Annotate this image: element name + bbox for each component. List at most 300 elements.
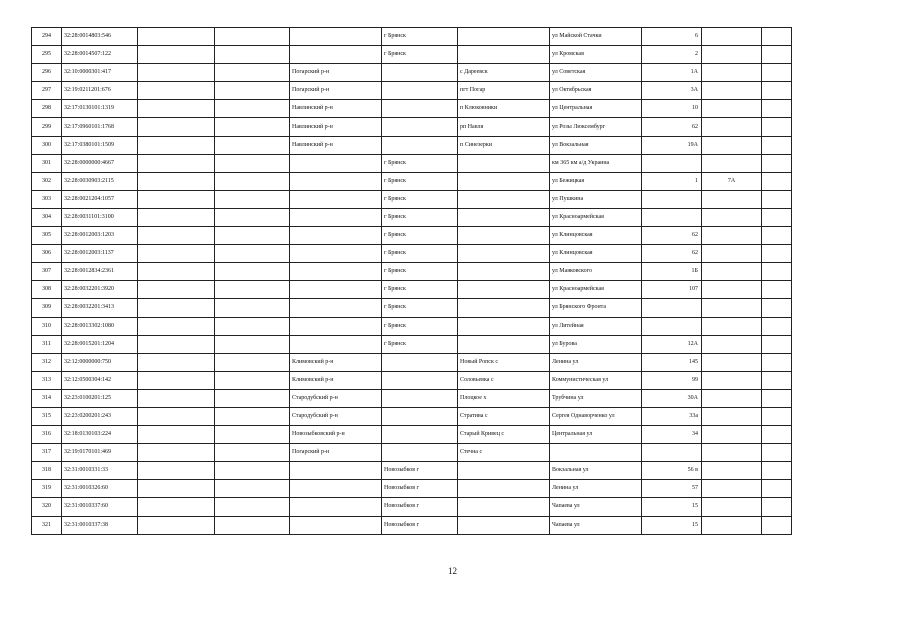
city-cell bbox=[382, 136, 458, 154]
row-number-cell: 316 bbox=[32, 426, 62, 444]
street-cell: Трубчина ул bbox=[550, 389, 642, 407]
house-number-cell: 6 bbox=[642, 28, 702, 46]
cadastral-number-cell: 32:17:0130101:1319 bbox=[62, 100, 138, 118]
street-cell: ул Клинцовская bbox=[550, 245, 642, 263]
cadastral-number-cell: 32:28:0012834:2361 bbox=[62, 263, 138, 281]
city-cell: г Брянск bbox=[382, 190, 458, 208]
city-cell bbox=[382, 371, 458, 389]
empty-cell bbox=[138, 426, 215, 444]
cadastral-number-cell: 32:31:0010331:33 bbox=[62, 462, 138, 480]
city-cell: г Брянск bbox=[382, 317, 458, 335]
empty-cell bbox=[215, 28, 290, 46]
cadastral-number-cell: 32:28:0012003:1203 bbox=[62, 227, 138, 245]
district-cell: Стародубский р-н bbox=[290, 407, 382, 425]
row-number-cell: 312 bbox=[32, 353, 62, 371]
row-number-cell: 308 bbox=[32, 281, 62, 299]
empty-cell bbox=[215, 462, 290, 480]
table-row bbox=[32, 426, 792, 444]
table-row bbox=[32, 46, 792, 64]
cadastral-number-cell: 32:31:0010326:60 bbox=[62, 480, 138, 498]
row-number-cell: 305 bbox=[32, 227, 62, 245]
empty-cell bbox=[138, 28, 215, 46]
city-cell: г Брянск bbox=[382, 208, 458, 226]
table-row bbox=[32, 462, 792, 480]
settlement-cell: Стратива с bbox=[458, 407, 550, 425]
city-cell: Новозыбков г bbox=[382, 480, 458, 498]
empty-cell bbox=[215, 389, 290, 407]
row-number-cell: 295 bbox=[32, 46, 62, 64]
street-cell: Чапаева ул bbox=[550, 498, 642, 516]
district-cell bbox=[290, 317, 382, 335]
cadastral-number-cell: 32:28:0000000:4667 bbox=[62, 154, 138, 172]
district-cell: Погарский р-н bbox=[290, 64, 382, 82]
house-number-cell bbox=[642, 154, 702, 172]
table-row bbox=[32, 28, 792, 46]
register-body bbox=[32, 28, 792, 535]
house-number-cell: 107 bbox=[642, 281, 702, 299]
city-cell bbox=[382, 64, 458, 82]
building-cell bbox=[702, 46, 762, 64]
building-cell bbox=[702, 407, 762, 425]
row-number-cell: 309 bbox=[32, 299, 62, 317]
district-cell: Навлинский р-н bbox=[290, 118, 382, 136]
empty-cell bbox=[215, 172, 290, 190]
empty-cell bbox=[215, 407, 290, 425]
house-number-cell bbox=[642, 190, 702, 208]
city-cell bbox=[382, 444, 458, 462]
empty-cell bbox=[138, 498, 215, 516]
settlement-cell bbox=[458, 245, 550, 263]
street-cell: ул Центральная bbox=[550, 100, 642, 118]
empty-cell bbox=[215, 208, 290, 226]
city-cell bbox=[382, 82, 458, 100]
empty-cell bbox=[215, 263, 290, 281]
district-cell: Погарский р-н bbox=[290, 82, 382, 100]
empty-cell bbox=[215, 190, 290, 208]
house-number-cell: 3А bbox=[642, 82, 702, 100]
row-number-cell: 320 bbox=[32, 498, 62, 516]
empty-cell bbox=[215, 245, 290, 263]
cadastral-number-cell: 32:28:0021204:1057 bbox=[62, 190, 138, 208]
cadastral-number-cell: 32:17:0380101:1509 bbox=[62, 136, 138, 154]
row-number-cell: 317 bbox=[32, 444, 62, 462]
cadastral-number-cell: 32:10:0000301:417 bbox=[62, 64, 138, 82]
empty-cell bbox=[138, 263, 215, 281]
settlement-cell: пгт Погар bbox=[458, 82, 550, 100]
row-number-cell: 314 bbox=[32, 389, 62, 407]
empty-cell bbox=[762, 353, 792, 371]
empty-cell bbox=[138, 136, 215, 154]
city-cell bbox=[382, 118, 458, 136]
empty-cell bbox=[138, 46, 215, 64]
empty-cell bbox=[762, 335, 792, 353]
district-cell bbox=[290, 462, 382, 480]
building-cell bbox=[702, 208, 762, 226]
empty-cell bbox=[138, 335, 215, 353]
empty-cell bbox=[762, 480, 792, 498]
empty-cell bbox=[215, 100, 290, 118]
empty-cell bbox=[215, 46, 290, 64]
table-row bbox=[32, 245, 792, 263]
empty-cell bbox=[215, 444, 290, 462]
district-cell bbox=[290, 154, 382, 172]
cadastral-number-cell: 32:19:0211201:676 bbox=[62, 82, 138, 100]
district-cell bbox=[290, 190, 382, 208]
empty-cell bbox=[215, 82, 290, 100]
row-number-cell: 301 bbox=[32, 154, 62, 172]
building-cell bbox=[702, 498, 762, 516]
empty-cell bbox=[215, 371, 290, 389]
street-cell: ул Бурова bbox=[550, 335, 642, 353]
table-row bbox=[32, 172, 792, 190]
building-cell bbox=[702, 263, 762, 281]
house-number-cell: 56 в bbox=[642, 462, 702, 480]
empty-cell bbox=[215, 154, 290, 172]
house-number-cell: 15 bbox=[642, 498, 702, 516]
empty-cell bbox=[138, 516, 215, 534]
settlement-cell bbox=[458, 172, 550, 190]
settlement-cell bbox=[458, 462, 550, 480]
house-number-cell: 62 bbox=[642, 227, 702, 245]
district-cell: Стародубский р-н bbox=[290, 389, 382, 407]
street-cell: ул Маяковского bbox=[550, 263, 642, 281]
empty-cell bbox=[762, 317, 792, 335]
city-cell: г Брянск bbox=[382, 299, 458, 317]
cadastral-number-cell: 32:28:0015201:1204 bbox=[62, 335, 138, 353]
empty-cell bbox=[138, 480, 215, 498]
street-cell: ул Клинцовская bbox=[550, 227, 642, 245]
empty-cell bbox=[762, 82, 792, 100]
building-cell bbox=[702, 100, 762, 118]
district-cell: Новозыбковский р-н bbox=[290, 426, 382, 444]
street-cell: ул Литейная bbox=[550, 317, 642, 335]
table-row bbox=[32, 444, 792, 462]
empty-cell bbox=[762, 516, 792, 534]
house-number-cell: 62 bbox=[642, 245, 702, 263]
settlement-cell bbox=[458, 498, 550, 516]
house-number-cell: 99 bbox=[642, 371, 702, 389]
empty-cell bbox=[215, 227, 290, 245]
empty-cell bbox=[138, 462, 215, 480]
cadastral-number-cell: 32:28:0032201:3920 bbox=[62, 281, 138, 299]
city-cell: г Брянск bbox=[382, 172, 458, 190]
empty-cell bbox=[762, 389, 792, 407]
settlement-cell: Плоцкое х bbox=[458, 389, 550, 407]
street-cell: ул Кромская bbox=[550, 46, 642, 64]
empty-cell bbox=[138, 154, 215, 172]
street-cell: ул Розы Люксембург bbox=[550, 118, 642, 136]
city-cell: Новозыбков г bbox=[382, 516, 458, 534]
district-cell: Навлинский р-н bbox=[290, 136, 382, 154]
empty-cell bbox=[762, 263, 792, 281]
empty-cell bbox=[762, 172, 792, 190]
settlement-cell: Новый Ропск с bbox=[458, 353, 550, 371]
table-row bbox=[32, 82, 792, 100]
settlement-cell: с Дареевск bbox=[458, 64, 550, 82]
empty-cell bbox=[762, 444, 792, 462]
district-cell bbox=[290, 245, 382, 263]
empty-cell bbox=[138, 118, 215, 136]
cadastral-number-cell: 32:28:0014507:122 bbox=[62, 46, 138, 64]
city-cell: г Брянск bbox=[382, 227, 458, 245]
table-row bbox=[32, 100, 792, 118]
settlement-cell bbox=[458, 335, 550, 353]
empty-cell bbox=[138, 208, 215, 226]
district-cell bbox=[290, 299, 382, 317]
empty-cell bbox=[762, 154, 792, 172]
building-cell bbox=[702, 64, 762, 82]
empty-cell bbox=[762, 299, 792, 317]
city-cell: г Брянск bbox=[382, 263, 458, 281]
row-number-cell: 297 bbox=[32, 82, 62, 100]
cadastral-number-cell: 32:28:0013302:1080 bbox=[62, 317, 138, 335]
table-row bbox=[32, 64, 792, 82]
city-cell: Новозыбков г bbox=[382, 498, 458, 516]
house-number-cell: 19А bbox=[642, 136, 702, 154]
property-register-table bbox=[31, 27, 792, 535]
table-row bbox=[32, 136, 792, 154]
cadastral-number-cell: 32:18:0130103:224 bbox=[62, 426, 138, 444]
building-cell bbox=[702, 118, 762, 136]
empty-cell bbox=[215, 426, 290, 444]
district-cell bbox=[290, 335, 382, 353]
district-cell bbox=[290, 172, 382, 190]
building-cell bbox=[702, 389, 762, 407]
city-cell: Новозыбков г bbox=[382, 462, 458, 480]
cadastral-number-cell: 32:17:0960101:1768 bbox=[62, 118, 138, 136]
city-cell bbox=[382, 389, 458, 407]
empty-cell bbox=[138, 299, 215, 317]
table-row bbox=[32, 498, 792, 516]
building-cell bbox=[702, 281, 762, 299]
settlement-cell bbox=[458, 28, 550, 46]
city-cell bbox=[382, 407, 458, 425]
building-cell bbox=[702, 444, 762, 462]
district-cell: Навлинский р-н bbox=[290, 100, 382, 118]
street-cell: Ленина ул bbox=[550, 353, 642, 371]
table-row bbox=[32, 371, 792, 389]
district-cell bbox=[290, 281, 382, 299]
empty-cell bbox=[215, 118, 290, 136]
empty-cell bbox=[215, 335, 290, 353]
house-number-cell bbox=[642, 299, 702, 317]
row-number-cell: 300 bbox=[32, 136, 62, 154]
settlement-cell bbox=[458, 516, 550, 534]
settlement-cell: Соловьевка с bbox=[458, 371, 550, 389]
empty-cell bbox=[138, 281, 215, 299]
empty-cell bbox=[138, 227, 215, 245]
building-cell bbox=[702, 353, 762, 371]
city-cell: г Брянск bbox=[382, 335, 458, 353]
empty-cell bbox=[762, 136, 792, 154]
table-row bbox=[32, 263, 792, 281]
city-cell bbox=[382, 100, 458, 118]
empty-cell bbox=[762, 426, 792, 444]
cadastral-number-cell: 32:31:0010337:60 bbox=[62, 498, 138, 516]
building-cell bbox=[702, 335, 762, 353]
row-number-cell: 321 bbox=[32, 516, 62, 534]
table-row bbox=[32, 208, 792, 226]
street-cell: ул Октябрьская bbox=[550, 82, 642, 100]
row-number-cell: 318 bbox=[32, 462, 62, 480]
building-cell: 7А bbox=[702, 172, 762, 190]
empty-cell bbox=[762, 371, 792, 389]
row-number-cell: 311 bbox=[32, 335, 62, 353]
empty-cell bbox=[762, 100, 792, 118]
district-cell bbox=[290, 498, 382, 516]
city-cell: г Брянск bbox=[382, 28, 458, 46]
district-cell bbox=[290, 46, 382, 64]
empty-cell bbox=[138, 100, 215, 118]
row-number-cell: 306 bbox=[32, 245, 62, 263]
district-cell bbox=[290, 480, 382, 498]
building-cell bbox=[702, 154, 762, 172]
building-cell bbox=[702, 462, 762, 480]
settlement-cell bbox=[458, 263, 550, 281]
empty-cell bbox=[762, 118, 792, 136]
empty-cell bbox=[762, 462, 792, 480]
row-number-cell: 296 bbox=[32, 64, 62, 82]
city-cell: г Брянск bbox=[382, 281, 458, 299]
building-cell bbox=[702, 136, 762, 154]
cadastral-number-cell: 32:28:0031101:3100 bbox=[62, 208, 138, 226]
settlement-cell bbox=[458, 190, 550, 208]
house-number-cell: 34 bbox=[642, 426, 702, 444]
house-number-cell: 10 bbox=[642, 100, 702, 118]
empty-cell bbox=[138, 64, 215, 82]
row-number-cell: 303 bbox=[32, 190, 62, 208]
empty-cell bbox=[138, 190, 215, 208]
cadastral-number-cell: 32:23:0100201:125 bbox=[62, 389, 138, 407]
building-cell bbox=[702, 28, 762, 46]
empty-cell bbox=[762, 407, 792, 425]
building-cell bbox=[702, 245, 762, 263]
street-cell: Чапаева ул bbox=[550, 516, 642, 534]
cadastral-number-cell: 32:31:0010337:38 bbox=[62, 516, 138, 534]
table-row bbox=[32, 190, 792, 208]
row-number-cell: 304 bbox=[32, 208, 62, 226]
building-cell bbox=[702, 426, 762, 444]
cadastral-number-cell: 32:28:0032201:3413 bbox=[62, 299, 138, 317]
empty-cell bbox=[762, 227, 792, 245]
cadastral-number-cell: 32:28:0014803:546 bbox=[62, 28, 138, 46]
empty-cell bbox=[138, 245, 215, 263]
empty-cell bbox=[215, 353, 290, 371]
building-cell bbox=[702, 190, 762, 208]
cadastral-number-cell: 32:12:0500304:142 bbox=[62, 371, 138, 389]
house-number-cell bbox=[642, 317, 702, 335]
cadastral-number-cell: 32:23:0200201:243 bbox=[62, 407, 138, 425]
empty-cell bbox=[762, 190, 792, 208]
empty-cell bbox=[215, 64, 290, 82]
street-cell: км 365 км а/д Украина bbox=[550, 154, 642, 172]
table-row bbox=[32, 118, 792, 136]
empty-cell bbox=[215, 281, 290, 299]
district-cell bbox=[290, 28, 382, 46]
row-number-cell: 310 bbox=[32, 317, 62, 335]
building-cell bbox=[702, 82, 762, 100]
house-number-cell: 30А bbox=[642, 389, 702, 407]
empty-cell bbox=[762, 245, 792, 263]
house-number-cell: 145 bbox=[642, 353, 702, 371]
building-cell bbox=[702, 516, 762, 534]
street-cell: ул Красноармейская bbox=[550, 281, 642, 299]
district-cell bbox=[290, 208, 382, 226]
page-number: 12 bbox=[448, 566, 457, 576]
district-cell: Климовский р-н bbox=[290, 371, 382, 389]
settlement-cell bbox=[458, 281, 550, 299]
empty-cell bbox=[138, 407, 215, 425]
building-cell bbox=[702, 299, 762, 317]
house-number-cell bbox=[642, 444, 702, 462]
row-number-cell: 319 bbox=[32, 480, 62, 498]
cadastral-number-cell: 32:19:0170101:469 bbox=[62, 444, 138, 462]
empty-cell bbox=[138, 353, 215, 371]
settlement-cell bbox=[458, 208, 550, 226]
row-number-cell: 302 bbox=[32, 172, 62, 190]
settlement-cell: п Синезерки bbox=[458, 136, 550, 154]
empty-cell bbox=[762, 281, 792, 299]
street-cell: ул Советская bbox=[550, 64, 642, 82]
street-cell: Центральная ул bbox=[550, 426, 642, 444]
table-row bbox=[32, 407, 792, 425]
settlement-cell bbox=[458, 227, 550, 245]
table-row bbox=[32, 480, 792, 498]
cadastral-number-cell: 32:28:0030903:2115 bbox=[62, 172, 138, 190]
table-row bbox=[32, 353, 792, 371]
street-cell: Сергея Однаворченко ул bbox=[550, 407, 642, 425]
street-cell: ул Майской Стачки bbox=[550, 28, 642, 46]
register-sheet bbox=[31, 27, 791, 535]
district-cell bbox=[290, 227, 382, 245]
city-cell bbox=[382, 426, 458, 444]
street-cell: Ленина ул bbox=[550, 480, 642, 498]
empty-cell bbox=[762, 46, 792, 64]
settlement-cell: рп Навля bbox=[458, 118, 550, 136]
house-number-cell: 12А bbox=[642, 335, 702, 353]
row-number-cell: 299 bbox=[32, 118, 62, 136]
settlement-cell bbox=[458, 480, 550, 498]
house-number-cell: 1 bbox=[642, 172, 702, 190]
house-number-cell bbox=[642, 208, 702, 226]
city-cell: г Брянск bbox=[382, 154, 458, 172]
street-cell: ул Пушкина bbox=[550, 190, 642, 208]
empty-cell bbox=[215, 317, 290, 335]
district-cell: Климовский р-н bbox=[290, 353, 382, 371]
table-row bbox=[32, 227, 792, 245]
settlement-cell: п Клюковники bbox=[458, 100, 550, 118]
row-number-cell: 294 bbox=[32, 28, 62, 46]
cadastral-number-cell: 32:28:0012003:1137 bbox=[62, 245, 138, 263]
house-number-cell: 62 bbox=[642, 118, 702, 136]
street-cell: Вокзальная ул bbox=[550, 462, 642, 480]
building-cell bbox=[702, 317, 762, 335]
house-number-cell: 33а bbox=[642, 407, 702, 425]
empty-cell bbox=[138, 317, 215, 335]
empty-cell bbox=[762, 498, 792, 516]
row-number-cell: 313 bbox=[32, 371, 62, 389]
table-row bbox=[32, 335, 792, 353]
table-row bbox=[32, 299, 792, 317]
empty-cell bbox=[762, 64, 792, 82]
settlement-cell: Старый Кривец с bbox=[458, 426, 550, 444]
settlement-cell bbox=[458, 46, 550, 64]
empty-cell bbox=[762, 28, 792, 46]
empty-cell bbox=[215, 299, 290, 317]
settlement-cell: Стечна с bbox=[458, 444, 550, 462]
table-row bbox=[32, 317, 792, 335]
row-number-cell: 315 bbox=[32, 407, 62, 425]
